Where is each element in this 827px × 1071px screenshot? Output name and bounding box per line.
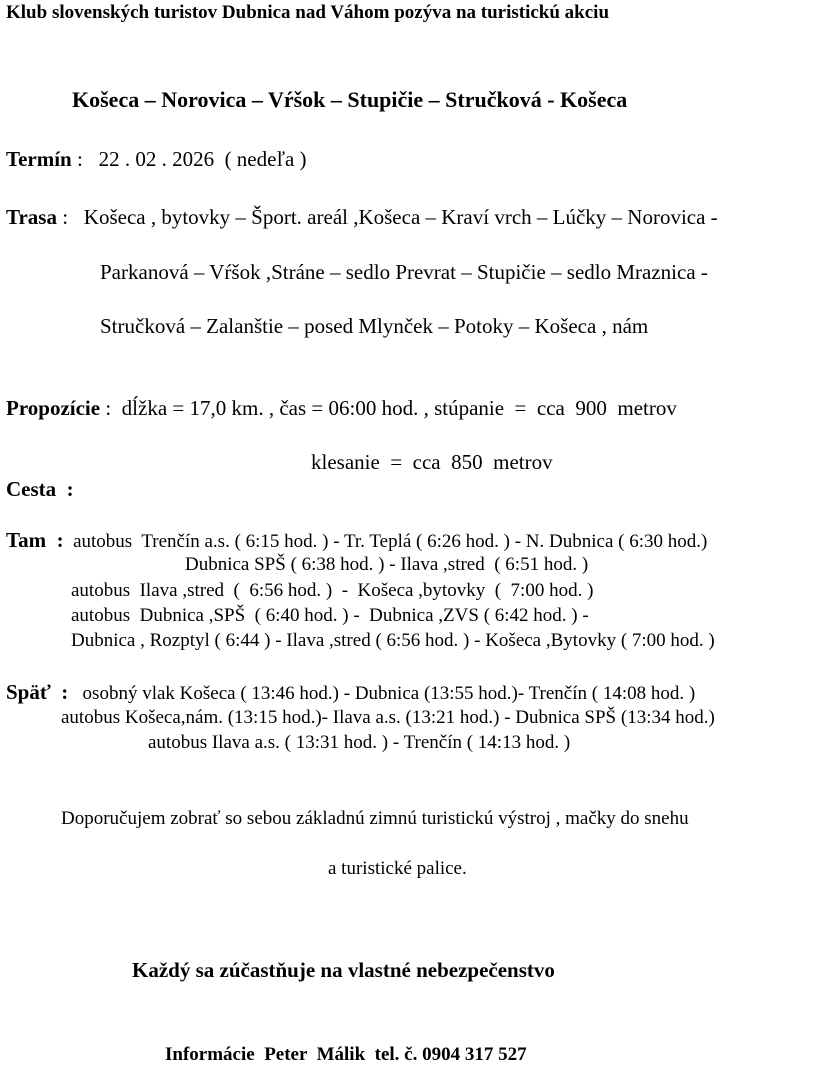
contact-info: Informácie Peter Málik tel. č. 0904 317 527 [165, 1044, 527, 1065]
back-line: autobus Košeca,nám. (13:15 hod.)- Ilava a.s. (13:21 hod.) - Dubnica SPŠ (13:34 hod.) [61, 707, 715, 728]
club-header: Klub slovenských turistov Dubnica nad Váhom pozýva na turistickú akciu [6, 2, 610, 23]
term-label: Termín [6, 147, 72, 171]
there-line: autobus Trenčín a.s. ( 6:15 hod. ) - Tr. Teplá ( 6:26 hod. ) - N. Dubnica ( 6:30 hod.) [63, 531, 708, 552]
there-row [6, 530, 707, 551]
disclaimer: Každý sa zúčastňuje na vlastné nebezpečenstvo [132, 958, 555, 982]
route-line: Stručková – Zalanštie – posed Mlynček – Potoky – Košeca , nám [100, 314, 649, 338]
term-row [6, 149, 307, 170]
term-value: : 22 . 02 . 2026 ( nedeľa ) [71, 147, 307, 171]
route-row [6, 207, 718, 228]
recommendation-line: Doporučujem zobrať so sebou základnú zimnú turistickú výstroj , mačky do snehu [61, 808, 689, 829]
travel-label: Cesta : [6, 477, 74, 501]
there-line: autobus Ilava ,stred ( 6:56 hod. ) - Košeca ,bytovky ( 7:00 hod. ) [71, 580, 594, 601]
there-line: autobus Dubnica ,SPŠ ( 6:40 hod. ) - Dubnica ,ZVS ( 6:42 hod. ) - [71, 605, 589, 626]
back-line: autobus Ilava a.s. ( 13:31 hod. ) - Trenčín ( 14:13 hod. ) [148, 732, 571, 753]
back-label: Späť : [6, 680, 69, 704]
route-line: Parkanová – Vŕšok ,Stráne – sedlo Prevrat – Stupičie – sedlo Mraznica - [100, 260, 708, 284]
event-title: Košeca – Norovica – Vŕšok – Stupičie – Stručková - Košeca [72, 87, 628, 112]
back-row [6, 682, 695, 703]
there-line: Dubnica , Rozptyl ( 6:44 ) - Ilava ,stred ( 6:56 hod. ) - Košeca ,Bytovky ( 7:00 hod. ) [71, 630, 715, 651]
there-line: Dubnica SPŠ ( 6:38 hod. ) - Ilava ,stred ( 6:51 hod. ) [185, 554, 589, 575]
recommendation-line: a turistické palice. [328, 858, 467, 879]
propositions-descent: klesanie = cca 850 metrov [311, 450, 553, 474]
propositions-label: Propozície [6, 396, 101, 420]
route-line: : Košeca , bytovky – Šport. areál ,Košeca – Kraví vrch – Lúčky – Norovica - [56, 205, 718, 229]
there-label: Tam : [6, 528, 64, 552]
route-label: Trasa [6, 205, 57, 229]
propositions-details: : dĺžka = 17,0 km. , čas = 06:00 hod. , stúpanie = cca 900 metrov [100, 396, 677, 420]
propositions-row [6, 398, 677, 419]
back-line: osobný vlak Košeca ( 13:46 hod.) - Dubnica (13:55 hod.)- Trenčín ( 14:08 hod. ) [68, 683, 696, 704]
